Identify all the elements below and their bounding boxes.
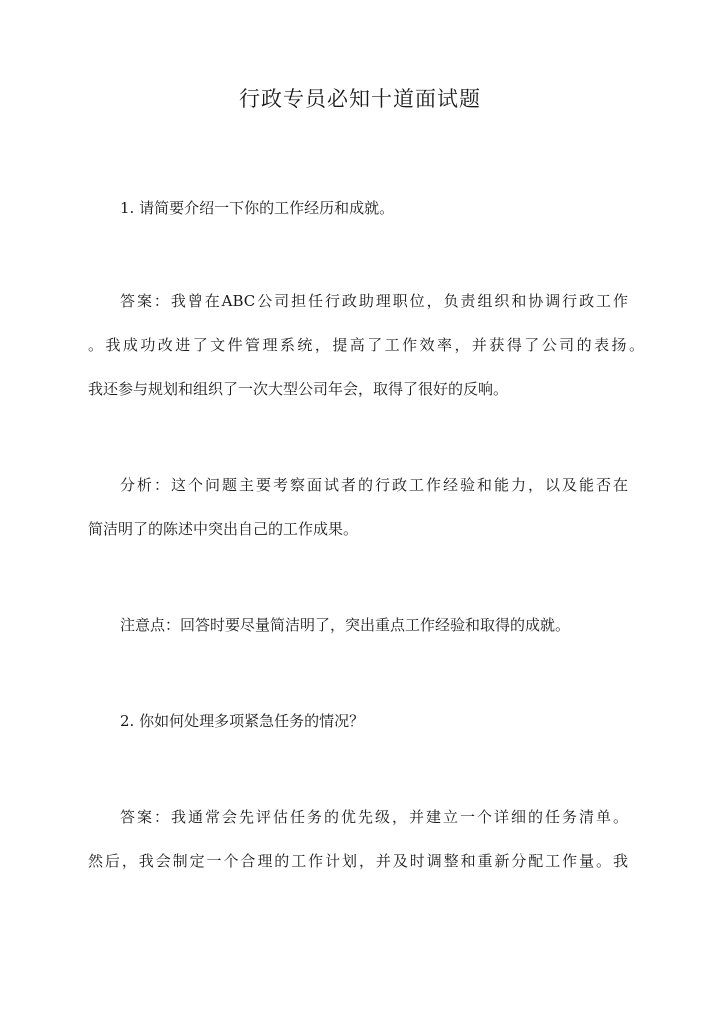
- question-1: 1. 请简要介绍一下你的工作经历和成就。: [120, 199, 395, 217]
- answer-1-line-3: 我还参与规划和组织了一次大型公司年会，取得了很好的反响。: [88, 380, 509, 398]
- analysis-1-line-1: 分析：这个问题主要考察面试者的行政工作经验和能力，以及能否在: [120, 476, 628, 494]
- answer-1-line-1: 答案：我曾在ABC公司担任行政助理职位，负责组织和协调行政工作: [120, 292, 628, 310]
- note-1: 注意点：回答时要尽量简洁明了，突出重点工作经验和取得的成就。: [120, 616, 571, 634]
- answer-1-line-2: 。我成功改进了文件管理系统，提高了工作效率，并获得了公司的表扬。: [88, 336, 644, 354]
- answer-2-line-1: 答案：我通常会先评估任务的优先级，并建立一个详细的任务清单。: [120, 808, 628, 826]
- document-title: 行政专员必知十道面试题: [239, 87, 481, 111]
- question-2: 2. 你如何处理多项紧急任务的情况？: [120, 712, 365, 730]
- analysis-1-line-2: 简洁明了的陈述中突出自己的工作成果。: [88, 520, 359, 538]
- answer-2-line-2: 然后，我会制定一个合理的工作计划，并及时调整和重新分配工作量。我: [88, 852, 628, 870]
